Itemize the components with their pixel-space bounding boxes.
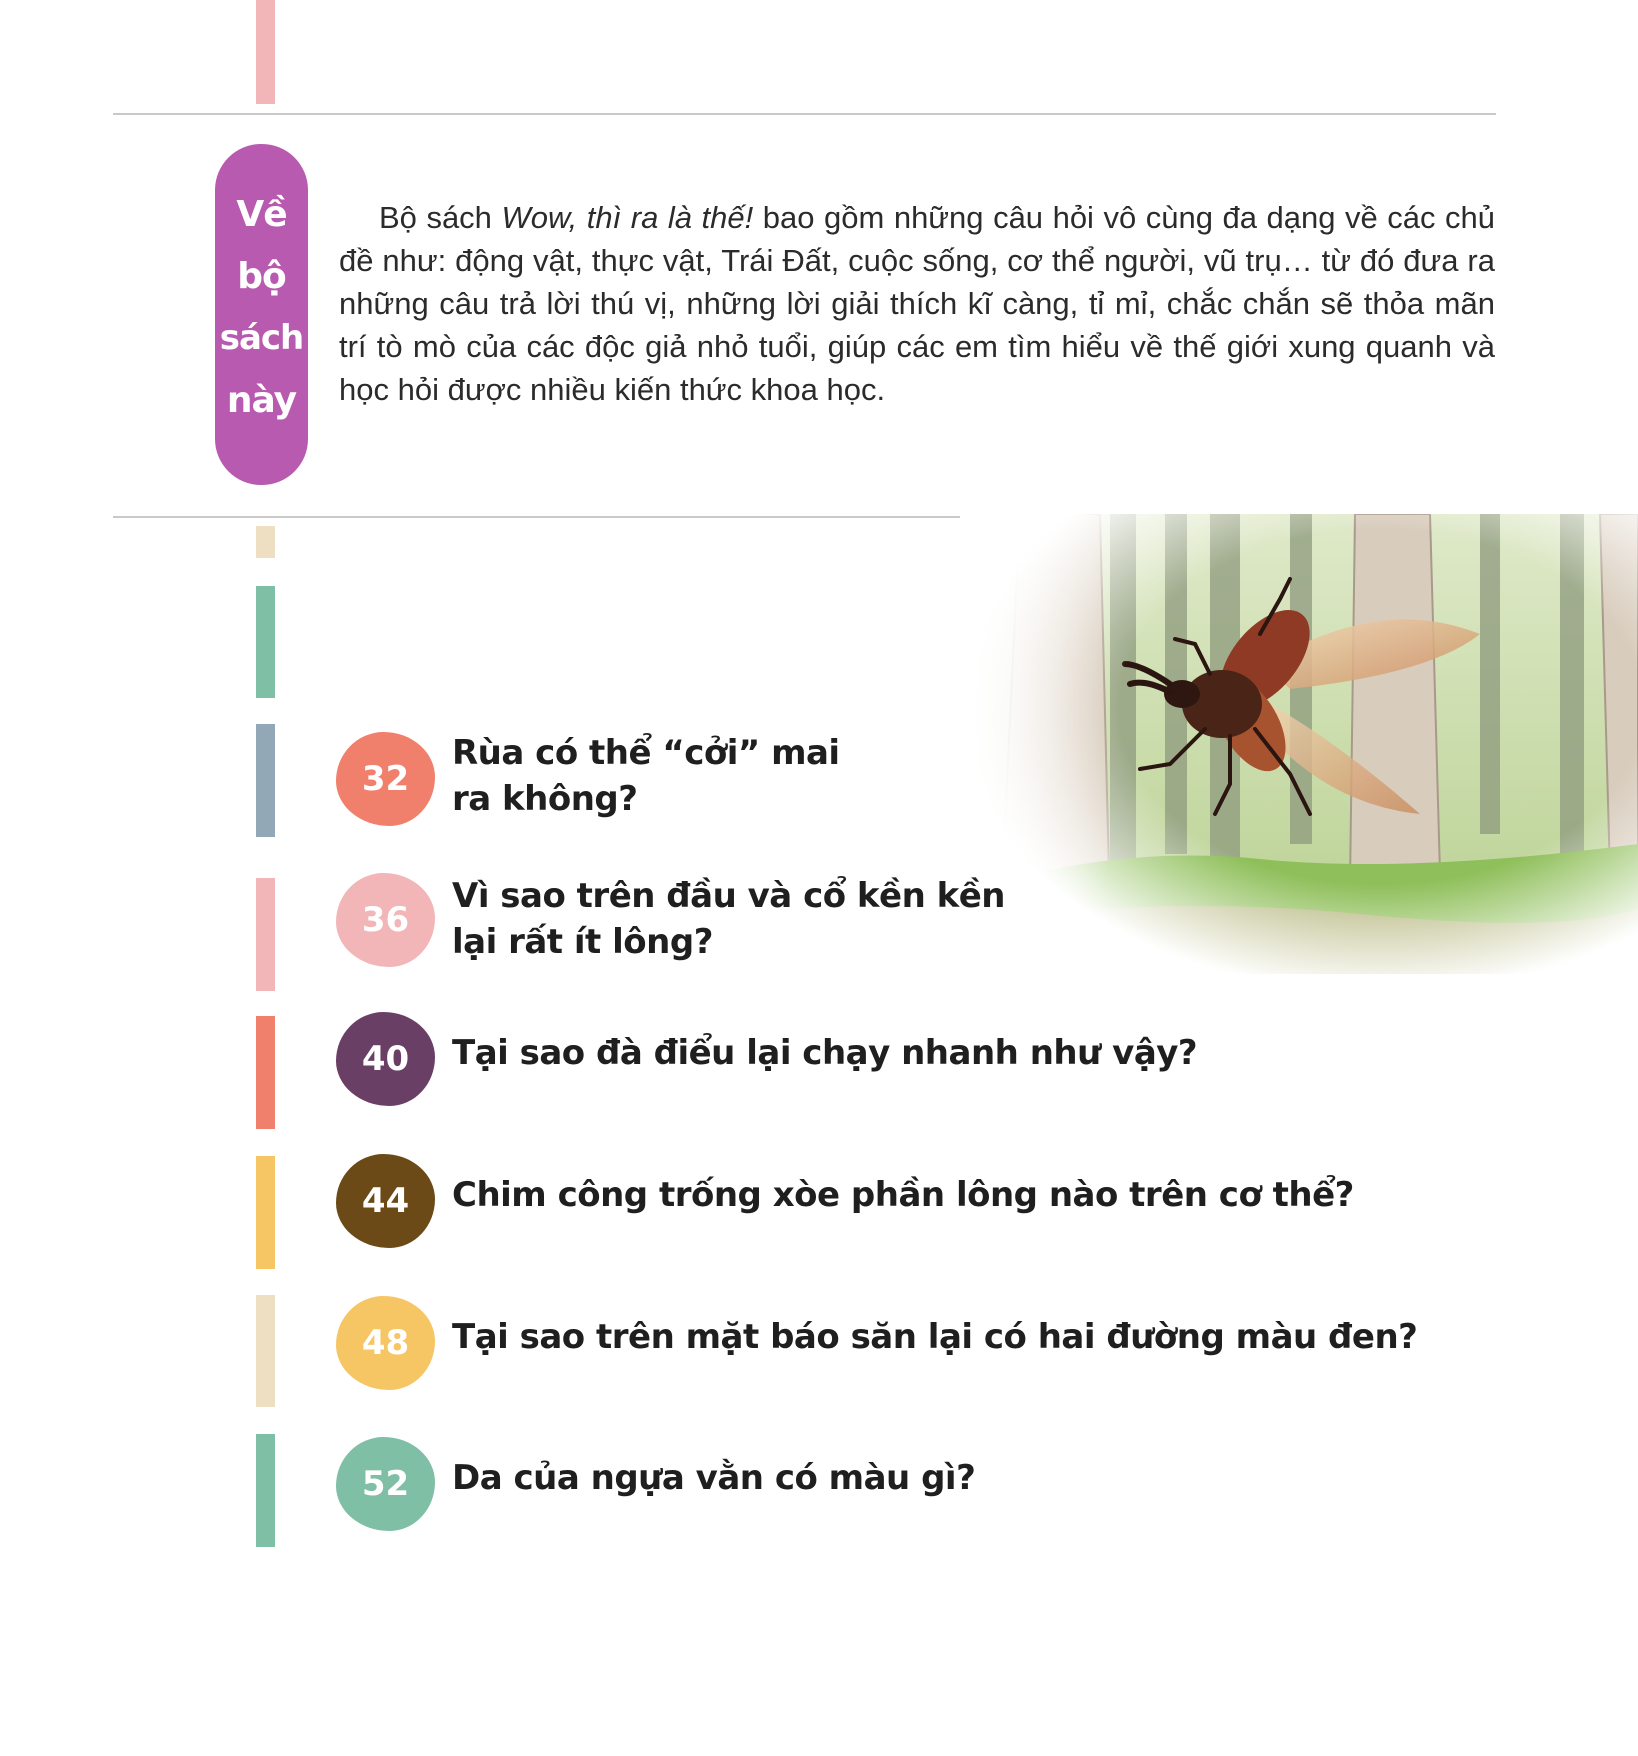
about-badge-line: bộ — [237, 256, 286, 297]
about-badge-line: sách — [219, 318, 304, 358]
top-divider — [113, 113, 1496, 115]
toc-question-line: Da của ngựa vằn có màu gì? — [452, 1458, 976, 1498]
toc-question — [452, 1030, 1197, 1076]
color-stripe-yellow — [256, 1156, 275, 1269]
page-number-badge: 48 — [336, 1296, 435, 1390]
page-number-badge: 52 — [336, 1437, 435, 1531]
page-number-badge: 36 — [336, 873, 435, 967]
toc-question — [452, 873, 1005, 965]
toc-question-line: Vì sao trên đầu và cổ kền kền — [452, 876, 1006, 916]
toc-question-line: Rùa có thể “cởi” mai — [452, 733, 840, 773]
book-series-title: Wow, thì ra là thế! — [501, 200, 754, 235]
series-description — [339, 196, 1495, 411]
color-stripe-coral — [256, 1016, 275, 1129]
about-badge-line: Về — [236, 194, 287, 235]
toc-question — [452, 1314, 1417, 1360]
page-number-badge: 40 — [336, 1012, 435, 1106]
color-stripe-teal — [256, 586, 275, 698]
toc-question — [452, 1455, 975, 1501]
intro-lead: Bộ sách — [379, 200, 502, 235]
page-number-badge: 44 — [336, 1154, 435, 1248]
toc-question — [452, 730, 840, 822]
color-stripe-beige — [256, 526, 275, 558]
color-stripe-slate — [256, 724, 275, 837]
color-stripe-pink-top — [256, 0, 275, 104]
page-number-badge: 32 — [336, 732, 435, 826]
intro-body: bao gồm những câu hỏi vô cùng đa dạng về các chủ đề như: động vật, thực vật, Trái Đất, cuộc sống, cơ thể người, vũ trụ… từ đó đưa ra những câu trả lời thú vị, những lời giải thích kĩ càng, tỉ mỉ, chắc chắn sẽ thỏa mãn trí tò mò của các độc giả nhỏ tuổi, giúp các em tìm hiểu về thế giới xung quanh và học hỏi được nhiều kiến thức khoa học. — [339, 200, 1495, 407]
toc-question-line: lại rất ít lông? — [452, 922, 713, 962]
color-stripe-beige-2 — [256, 1295, 275, 1407]
about-series-badge — [215, 144, 308, 485]
toc-question-line: Tại sao đà điểu lại chạy nhanh như vậy? — [452, 1033, 1198, 1073]
about-badge-line: này — [226, 380, 297, 421]
toc-question-line: Tại sao trên mặt báo săn lại có hai đường màu đen? — [452, 1317, 1418, 1357]
beetle-forest-illustration — [960, 514, 1638, 974]
toc-question-line: Chim công trống xòe phần lông nào trên cơ thể? — [452, 1175, 1354, 1215]
toc-question — [452, 1172, 1354, 1218]
toc-question-line: ra không? — [452, 779, 638, 819]
color-stripe-teal-2 — [256, 1434, 275, 1547]
color-stripe-pink — [256, 878, 275, 991]
